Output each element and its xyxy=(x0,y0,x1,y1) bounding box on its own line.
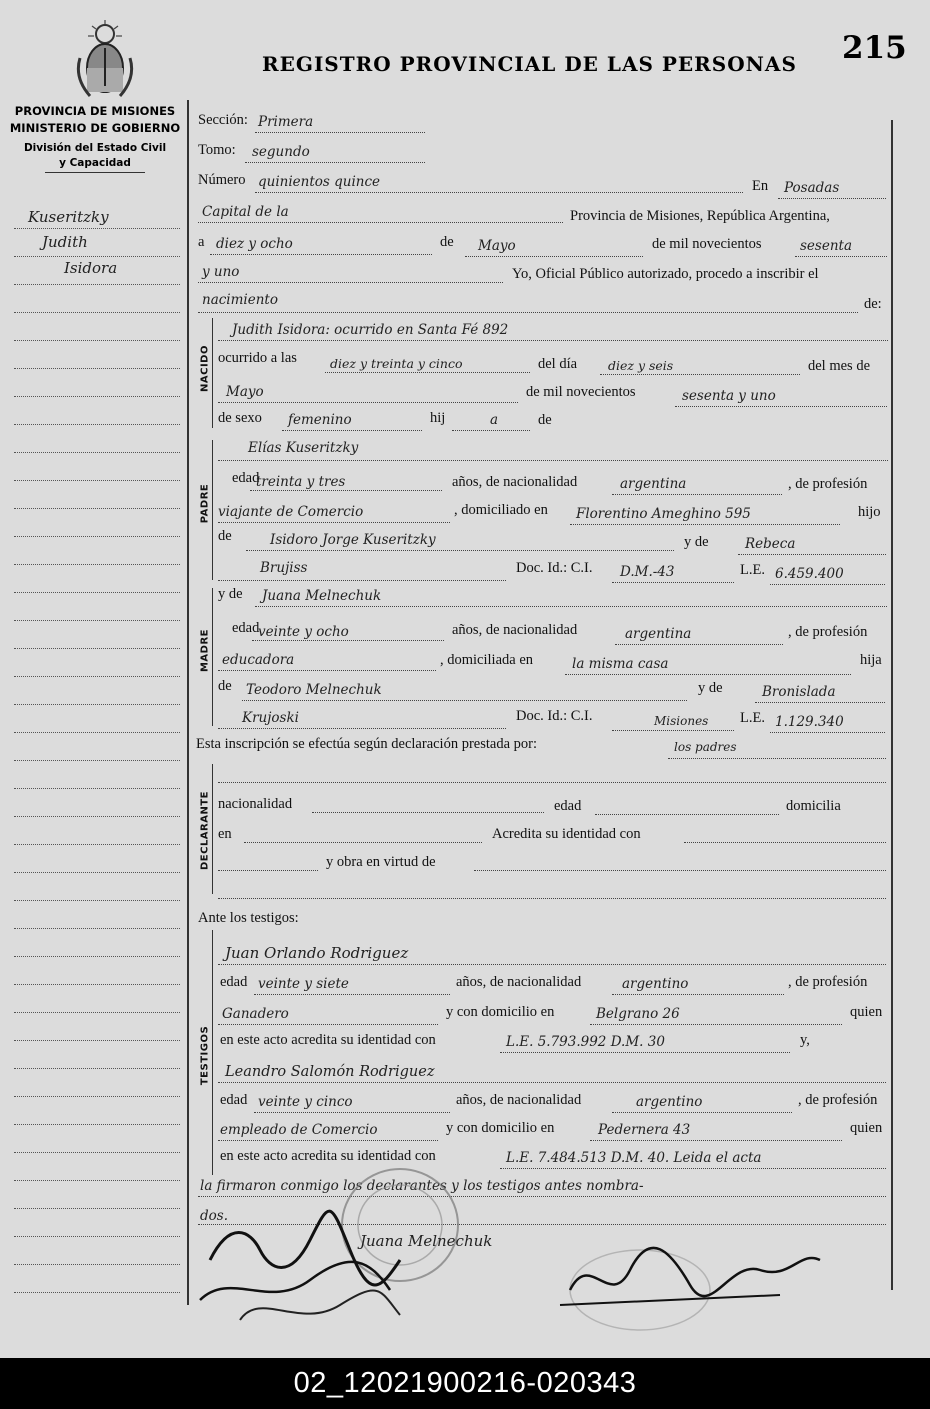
label-nacionalidad: nacionalidad xyxy=(218,796,293,812)
header-capacity: y Capacidad xyxy=(59,157,131,169)
margin-rule-line xyxy=(14,928,180,929)
field-madre-madre2: Krujoski xyxy=(242,710,299,726)
margin-name1: Judith xyxy=(42,233,88,251)
field-ciudad: Posadas xyxy=(784,180,840,196)
label-testigos: TESTIGOS xyxy=(199,1025,211,1086)
label-numero: Número xyxy=(198,172,246,188)
field-madre-edad: veinte y ocho xyxy=(258,624,349,640)
label-acredita: Acredita su identidad con xyxy=(492,826,641,842)
margin-rule-line xyxy=(14,1068,180,1069)
field-numero: quinientos quince xyxy=(258,174,381,190)
label-yo: Yo, Oficial Público autorizado, procedo a inscribir el xyxy=(512,266,819,282)
field-mes-nac: Mayo xyxy=(226,384,264,400)
field-padre-edad: treinta y tres xyxy=(256,474,346,490)
margin-rule-line xyxy=(14,1124,180,1125)
label-padre-dom: , domiciliado en xyxy=(454,502,548,518)
signature-madre: Juana Melnechuk xyxy=(360,1232,493,1250)
field-madre-padre: Teodoro Melnechuk xyxy=(246,682,382,698)
field-hij-suffix: a xyxy=(490,412,499,428)
label-hij: hij xyxy=(430,410,446,426)
margin-rule-line xyxy=(14,900,180,901)
margin-rule-line xyxy=(14,228,180,229)
label-de4: de xyxy=(218,678,232,694)
margin-rule-line xyxy=(14,648,180,649)
label-en-decl: en xyxy=(218,826,232,842)
page-title: REGISTRO PROVINCIAL DE LAS PERSONAS xyxy=(262,52,797,76)
field-padre-madre: Rebeca xyxy=(745,536,796,552)
margin-rule-line xyxy=(14,760,180,761)
margin-rule-line xyxy=(14,620,180,621)
label-a: a xyxy=(198,234,205,250)
label-declarante: DECLARANTE xyxy=(199,790,211,871)
field-mes: Mayo xyxy=(478,238,516,254)
field-sexo: femenino xyxy=(288,412,352,428)
signatures-and-stamps xyxy=(140,1140,900,1350)
label-padre-nac: años, de nacionalidad xyxy=(452,474,578,490)
label-de-mil: de mil novecientos xyxy=(652,236,762,252)
margin-rule-line xyxy=(14,956,180,957)
label-madre-doc: Doc. Id.: C.I. xyxy=(516,708,593,724)
label-de: de xyxy=(440,234,454,250)
field-padre-madre2: Brujiss xyxy=(260,560,308,576)
field-t2-doc: L.E. 7.484.513 D.M. 40. Leida el acta xyxy=(506,1150,762,1166)
label-del-mes: del mes de xyxy=(808,358,871,374)
margin-rule-line xyxy=(14,368,180,369)
field-anio2: y uno xyxy=(202,264,240,280)
label-t1-acredita: en este acto acredita su identidad con xyxy=(220,1032,436,1048)
label-de2: de xyxy=(538,412,552,428)
field-acto: nacimiento xyxy=(202,292,278,308)
field-t1-edad: veinte y siete xyxy=(258,976,349,992)
field-cierre2: dos. xyxy=(200,1208,228,1224)
field-t2-nac: argentino xyxy=(636,1094,703,1110)
header-division: División del Estado Civil xyxy=(23,142,167,154)
label-t2-quien: quien xyxy=(850,1120,883,1136)
label-t2-acredita: en este acto acredita su identidad con xyxy=(220,1148,436,1164)
header-province: PROVINCIA DE MISIONES xyxy=(14,104,176,118)
margin-rule-line xyxy=(14,1012,180,1013)
label-t1-dom: y con domicilio en xyxy=(446,1004,555,1020)
field-t2-prof: empleado de Comercio xyxy=(220,1122,378,1138)
label-padre-prof: , de profesión xyxy=(788,476,868,492)
field-dia: diez y ocho xyxy=(216,236,293,252)
margin-rule-line xyxy=(14,844,180,845)
label-t2-nac: años, de nacionalidad xyxy=(456,1092,582,1108)
field-declarante: los padres xyxy=(674,740,737,754)
margin-rule-line xyxy=(14,1096,180,1097)
margin-rule-line xyxy=(14,732,180,733)
margin-rule-line xyxy=(14,704,180,705)
margin-rule-line xyxy=(14,984,180,985)
field-padre-ci: D.M.-43 xyxy=(620,564,675,580)
label-obra: y obra en virtud de xyxy=(326,854,436,870)
margin-rule-line xyxy=(14,340,180,341)
label-del-dia: del día xyxy=(538,356,578,372)
field-padre-nombre: Elías Kuseritzky xyxy=(248,440,359,456)
margin-rule-line xyxy=(14,312,180,313)
label-madre-nac: años, de nacionalidad xyxy=(452,622,578,638)
margin-rule-line xyxy=(14,536,180,537)
field-t1-doc: L.E. 5.793.992 D.M. 30 xyxy=(506,1034,665,1050)
field-madre-le: 1.129.340 xyxy=(775,714,844,730)
field-anio-nac: sesenta y uno xyxy=(682,388,776,404)
label-t1-edad: edad xyxy=(220,974,248,990)
field-t1-dom: Belgrano 26 xyxy=(596,1006,680,1022)
field-anio1: sesenta xyxy=(800,238,853,254)
field-madre-madre: Bronislada xyxy=(762,684,836,700)
field-t2-dom: Pedernera 43 xyxy=(598,1122,691,1138)
label-de3: de xyxy=(218,528,232,544)
label-madre-dom: , domiciliada en xyxy=(440,652,534,668)
margin-name2: Isidora xyxy=(64,259,118,277)
margin-rule-line xyxy=(14,480,180,481)
label-nacido: NACIDO xyxy=(199,345,211,392)
label-t2-prof: , de profesión xyxy=(798,1092,878,1108)
label-de-mil2: de mil novecientos xyxy=(526,384,636,400)
field-padre-dom: Florentino Ameghino 595 xyxy=(576,506,751,522)
label-madre-y-de2: y de xyxy=(698,680,723,696)
coat-of-arms-icon xyxy=(70,18,140,102)
header-ministry: MINISTERIO DE GOBIERNO xyxy=(9,121,181,135)
label-madre-le: L.E. xyxy=(740,710,765,726)
label-ante: Ante los testigos: xyxy=(198,910,299,926)
field-hora: diez y treinta y cinco xyxy=(330,356,463,371)
field-t2-nombre: Leandro Salomón Rodriguez xyxy=(225,1064,435,1080)
margin-rule-line xyxy=(14,816,180,817)
field-madre-nombre: Juana Melnechuk xyxy=(262,588,382,604)
label-ocurrido: ocurrido a las xyxy=(218,350,297,366)
scan-id-footer: 02_12021900216-020343 xyxy=(0,1358,930,1409)
label-padre-doc: Doc. Id.: C.I. xyxy=(516,560,593,576)
label-provincia: Provincia de Misiones, República Argentina, xyxy=(570,208,830,224)
margin-rule-line xyxy=(14,788,180,789)
margin-rule-line xyxy=(14,256,180,257)
margin-rule-line xyxy=(14,592,180,593)
margin-rule-line xyxy=(14,284,180,285)
label-t1-prof: , de profesión xyxy=(788,974,868,990)
field-t1-nac: argentino xyxy=(622,976,689,992)
label-madre-prof: , de profesión xyxy=(788,624,868,640)
field-nacido-nombre: Judith Isidora: ocurrido en Santa Fé 892 xyxy=(232,322,509,338)
label-edad-decl: edad xyxy=(554,798,582,814)
label-hijo: hijo xyxy=(858,504,881,520)
field-t1-prof: Ganadero xyxy=(222,1006,289,1022)
field-madre-nac: argentina xyxy=(625,626,692,642)
field-padre-nac: argentina xyxy=(620,476,687,492)
label-en: En xyxy=(752,178,769,194)
field-capital: Capital de la xyxy=(202,204,289,220)
margin-rule-line xyxy=(14,676,180,677)
label-madre-y-de: y de xyxy=(218,586,243,602)
label-padre-le: L.E. xyxy=(740,562,765,578)
label-t1-nac: años, de nacionalidad xyxy=(456,974,582,990)
field-padre-prof: viajante de Comercio xyxy=(218,504,364,520)
page-number: 215 xyxy=(842,30,907,66)
field-tomo: segundo xyxy=(252,144,310,160)
label-t1-quien: quien xyxy=(850,1004,883,1020)
label-sexo: de sexo xyxy=(218,410,262,426)
field-madre-dom: la misma casa xyxy=(572,656,669,672)
label-padre: PADRE xyxy=(199,483,211,524)
margin-rule-line xyxy=(14,564,180,565)
label-tomo: Tomo: xyxy=(198,142,236,158)
field-padre-le: 6.459.400 xyxy=(775,566,844,582)
margin-rule-line xyxy=(14,452,180,453)
margin-rule-line xyxy=(14,872,180,873)
label-domicilia: domicilia xyxy=(786,798,841,814)
field-seccion: Primera xyxy=(258,114,314,130)
label-madre-edad: edad xyxy=(232,620,260,636)
margin-rule-line xyxy=(14,1040,180,1041)
field-dia-nac: diez y seis xyxy=(608,358,674,373)
label-de-colon: de: xyxy=(864,296,882,312)
field-cierre1: la firmaron conmigo los declarantes y los testigos antes nombra- xyxy=(200,1178,644,1194)
margin-surname: Kuseritzky xyxy=(28,208,109,226)
label-madre: MADRE xyxy=(199,628,211,673)
field-padre-padre: Isidoro Jorge Kuseritzky xyxy=(270,532,436,548)
field-madre-prof: educadora xyxy=(222,652,295,668)
label-y-coma: y, xyxy=(800,1032,810,1048)
label-esta-inscripcion: Esta inscripción se efectúa según declaración prestada por: xyxy=(196,736,538,752)
label-hija: hija xyxy=(860,652,882,668)
label-padre-edad: edad xyxy=(232,470,260,486)
label-t2-edad: edad xyxy=(220,1092,248,1108)
field-madre-ci: Misiones xyxy=(654,714,709,728)
margin-rule-line xyxy=(14,396,180,397)
label-y-de: y de xyxy=(684,534,709,550)
label-t2-dom: y con domicilio en xyxy=(446,1120,555,1136)
field-t2-edad: veinte y cinco xyxy=(258,1094,353,1110)
margin-rule-line xyxy=(14,424,180,425)
margin-rule-line xyxy=(14,508,180,509)
label-seccion: Sección: xyxy=(198,112,248,128)
field-t1-nombre: Juan Orlando Rodriguez xyxy=(225,944,409,962)
